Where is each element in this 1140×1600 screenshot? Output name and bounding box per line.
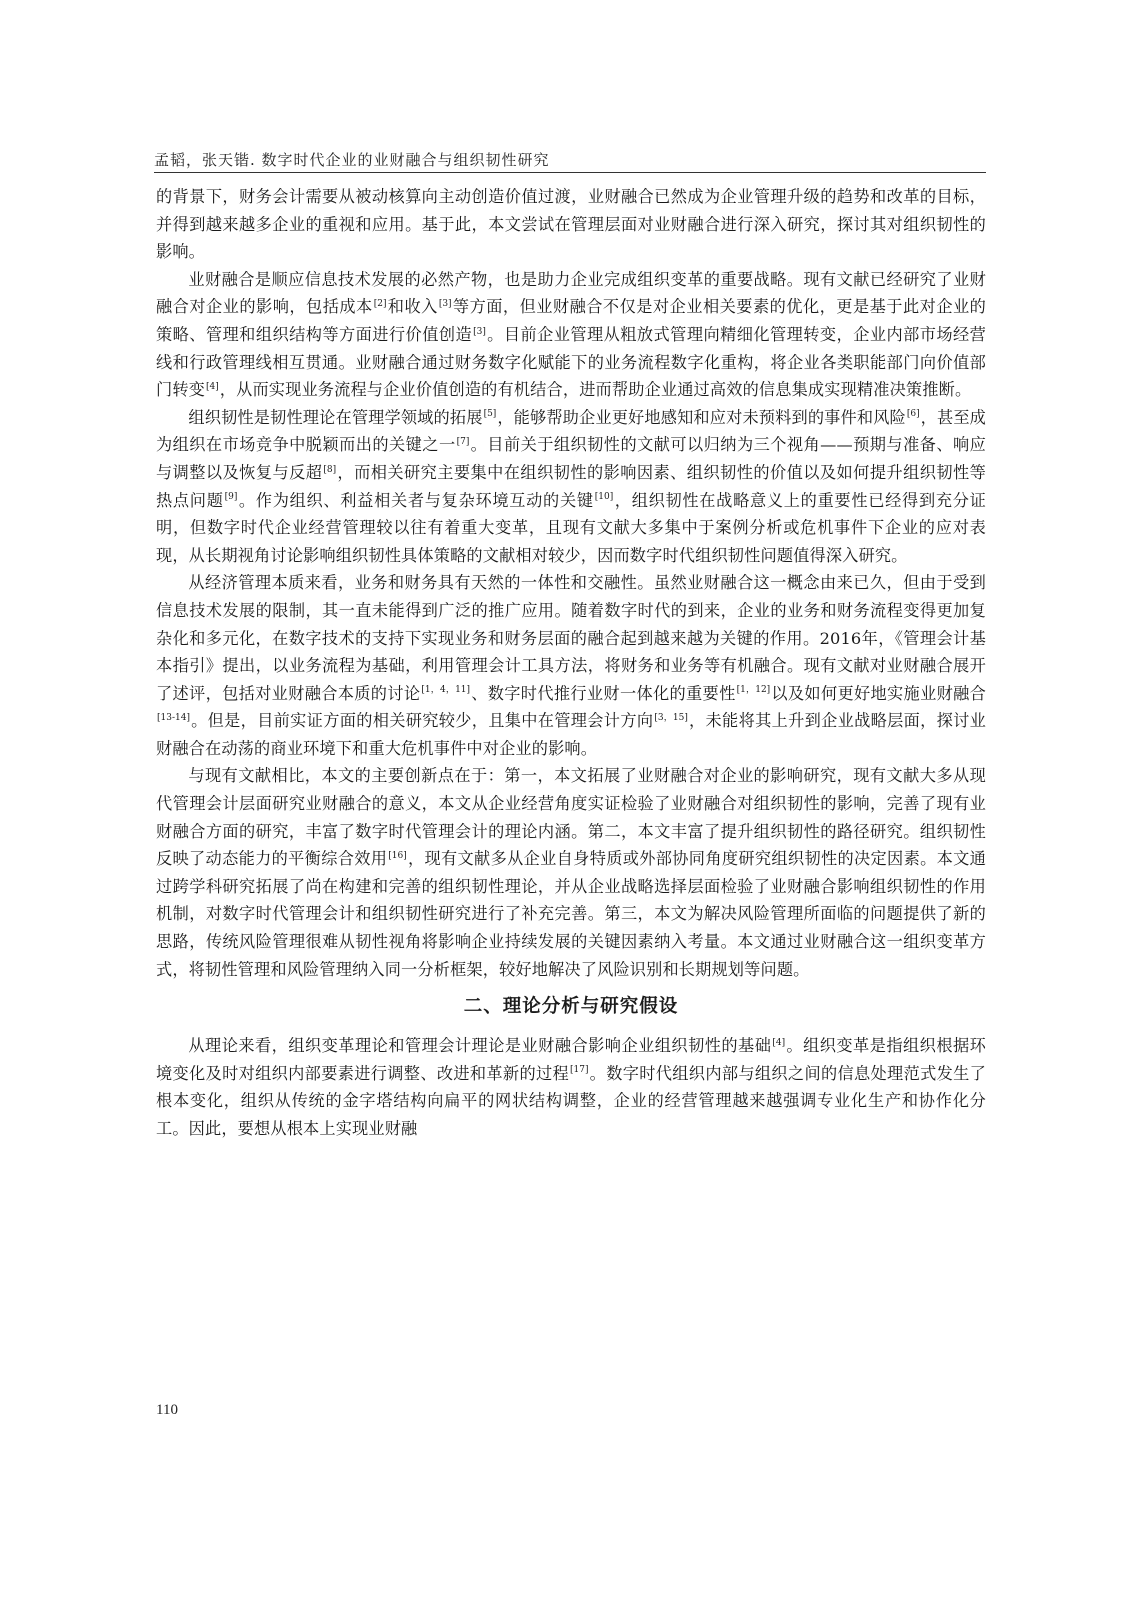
citation-ref: [1，12] — [736, 685, 771, 696]
body-paragraph — [156, 1032, 986, 1142]
citation-ref: [4] — [206, 381, 219, 392]
paragraph-text: 从经济管理本质来看，业务和财务具有天然的一体性和交融性。虽然业财融合这一概念由来已久，但由于受到信息技术发展的限制，其一直未能得到广泛的推广应用。随着数字时代的到来，企业的业务和财务流程变得更加复杂化和多元化，在数字技术的支持下实现业务和财务层面的融合起到越来越为关键的作用。2016年，《管理会计基本指引》提出，以业务流程为基础，利用管理会计工具方法，将财务和业务等有机融合。现有文献对业财融合展开了述评，包括对业财融合本质的讨论 — [156, 573, 986, 703]
body-paragraph — [156, 266, 986, 404]
body-paragraph — [156, 762, 986, 983]
paragraph-text: ，组织韧性在战略意义上的重要性已经得到充分证明，但数字时代企业经营管理较以往有着重大变革，且现有文献大多集中于案例分析或危机事件下企业的应对表现，从长期视角讨论影响组织韧性具体策略的文献相对较少，因而数字时代组织韧性问题值得深入研究。 — [156, 490, 986, 565]
intro-paragraphs — [156, 183, 986, 983]
paragraph-text: 。组织变革是指组织根据环境变化及时对组织内部要素进行调整、改进和革新的过程 — [156, 1036, 986, 1083]
paragraph-text: 以及如何更好地实施业财融合 — [771, 683, 986, 703]
citation-ref: [4] — [772, 1037, 786, 1048]
paragraph-text: 。目前关于组织韧性的文献可以归纳为三个视角——预期与准备、响应与调整以及恢复与反超 — [156, 435, 986, 482]
paragraph-text: 业财融合是顺应信息技术发展的必然产物，也是助力企业完成组织变革的重要战略。现有文献已经研究了业财融合对企业的影响，包括成本 — [156, 269, 986, 317]
paragraph-text: ，未能将其上升到企业战略层面，探讨业财融合在动荡的商业环境下和重大危机事件中对企业的影响。 — [156, 711, 986, 758]
citation-ref: [6] — [906, 409, 920, 420]
paragraph-text: 的背景下，财务会计需要从被动核算向主动创造价值过渡，业财融合已然成为企业管理升级的趋势和改革的目标，并得到越来越多企业的重视和应用。基于此，本文尝试在管理层面对业财融合进行深入研究，探讨其对组织韧性的影响。 — [156, 187, 986, 262]
paragraph-text: ，能够帮助企业更好地感知和应对未预料到的事件和风险 — [497, 407, 906, 427]
paragraph-text: 和收入 — [387, 297, 438, 317]
citation-ref: [9] — [224, 492, 238, 503]
paragraph-text: 。数字时代组织内部与组织之间的信息处理范式发生了根本变化，组织从传统的金字塔结构向扁平的网状结构调整，企业的经营管理越来越强调专业化生产和协作化分工。因此，要想从根本上实现业财融 — [156, 1063, 986, 1138]
paragraph-text: 。目前企业管理从粗放式管理向精细化管理转变，企业内部市场经营线和行政管理线相互贯通。业财融合通过财务数字化赋能下的业务流程数字化重构，将企业各类职能部门向价值部门转变 — [156, 324, 986, 400]
citation-ref: [16] — [388, 850, 407, 861]
page-number: 110 — [156, 1402, 178, 1418]
body-paragraph — [156, 404, 986, 570]
paragraph-text: ，甚至成为组织在市场竞争中脱颖而出的关键之一 — [156, 407, 986, 455]
citation-ref: [3] — [473, 326, 486, 337]
paragraph-text: 与现有文献相比，本文的主要创新点在于：第一，本文拓展了业财融合对企业的影响研究，现有文献大多从现代管理会计层面研究业财融合的意义，本文从企业经营角度实证检验了业财融合对组织韧性的影响，完善了现有业财融合方面的研究，丰富了数字时代管理会计的理论内涵。第二，本文丰富了提升组织韧性的路径研究。组织韧性反映了动态能力的平衡综合效用 — [156, 766, 986, 869]
citation-ref: [10] — [594, 492, 614, 503]
paragraph-text: ，从而实现业务流程与企业价值创造的有机结合，进而帮助企业通过高效的信息集成实现精准决策推断。 — [219, 380, 972, 400]
citation-ref: [13-14] — [157, 712, 190, 723]
paragraph-text: 。作为组织、利益相关者与复杂环境互动的关键 — [238, 490, 594, 510]
paragraph-text: 。但是，目前实证方面的相关研究较少，且集中在管理会计方向 — [190, 711, 654, 731]
section-heading: 二、理论分析与研究假设 — [463, 996, 679, 1018]
citation-ref: [5] — [483, 409, 497, 420]
paragraph-text: 等方面，但业财融合不仅是对企业相关要素的优化，更是基于此对企业的策略、管理和组织结构等方面进行价值创造 — [156, 297, 986, 344]
citation-ref: [2] — [373, 298, 387, 309]
body-paragraph — [156, 183, 986, 266]
paragraph-text: ，现有文献多从企业自身特质或外部协同角度研究组织韧性的决定因素。本文通过跨学科研究拓展了尚在构建和完善的组织韧性理论，并从企业战略选择层面检验了业财融合影响组织韧性的作用机制，对数字时代管理会计和组织韧性研究进行了补充完善。第三，本文为解决风险管理所面临的问题提供了新的思路，传统风险管理很难从韧性视角将影响企业持续发展的关键因素纳入考量。本文通过业财融合这一组织变革方式，将韧性管理和风险管理纳入同一分析框架，较好地解决了风险识别和长期规划等问题。 — [156, 849, 986, 979]
article-body — [156, 183, 986, 1143]
running-header: 孟韬，张天锴. 数字时代企业的业财融合与组织韧性研究 — [154, 151, 550, 169]
citation-ref: [3] — [438, 298, 452, 309]
section-paragraphs — [156, 1032, 986, 1142]
citation-ref: [17] — [570, 1065, 589, 1076]
citation-ref: [3，15] — [654, 712, 688, 723]
paragraph-text: 组织韧性是韧性理论在管理学领域的拓展 — [188, 407, 483, 427]
citation-ref: [7] — [456, 436, 470, 447]
paragraph-text: 从理论来看，组织变革理论和管理会计理论是业财融合影响企业组织韧性的基础 — [188, 1036, 772, 1056]
header-rule — [154, 172, 986, 173]
body-paragraph — [156, 569, 986, 762]
paragraph-text: 、数字时代推行业财一体化的重要性 — [471, 683, 736, 703]
paragraph-text: ，而相关研究主要集中在组织韧性的影响因素、组织韧性的价值以及如何提升组织韧性等热点问题 — [156, 462, 986, 510]
citation-ref: [8] — [323, 464, 337, 475]
citation-ref: [1，4，11] — [421, 685, 471, 696]
